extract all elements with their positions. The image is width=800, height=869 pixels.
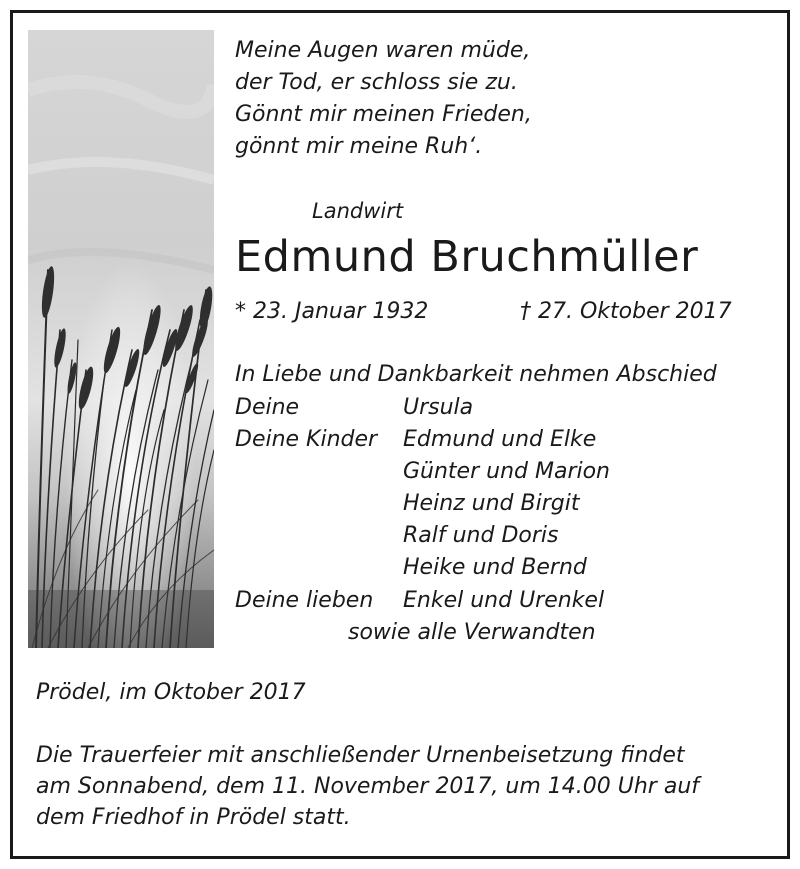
mourner-name: Günter und Marion — [403, 459, 611, 484]
poem — [235, 35, 532, 163]
reed-photo-svg — [28, 30, 214, 648]
funeral-info — [36, 740, 699, 833]
poem-line: Meine Augen waren müde, — [235, 38, 531, 63]
funeral-line: am Sonnabend, dem 11. November 2017, um 14.00 Uhr auf — [36, 774, 700, 799]
other-relatives: sowie alle Verwandten — [348, 620, 596, 645]
deceased-name: Edmund Bruchmüller — [235, 232, 699, 282]
reed-grass-photo-icon — [28, 30, 214, 648]
funeral-line: dem Friedhof in Prödel statt. — [36, 805, 351, 830]
funeral-line: Die Trauerfeier mit anschließender Urnenbeisetzung findet — [36, 743, 685, 768]
mourner-group-label: Deine lieben — [235, 588, 374, 613]
mourner-name: Heinz und Birgit — [403, 491, 580, 516]
poem-line: Gönnt mir meinen Frieden, — [235, 102, 532, 127]
mourner-name: Edmund und Elke — [403, 427, 597, 452]
mourner-group-label: Deine Kinder — [235, 427, 378, 452]
deceased-profession: Landwirt — [312, 199, 404, 223]
mourner-name: Ursula — [403, 395, 474, 420]
poem-line: der Tod, er schloss sie zu. — [235, 70, 518, 95]
birth-date: * 23. Januar 1932 — [235, 299, 429, 324]
mourner-group-label: Deine — [235, 395, 300, 420]
death-date: † 27. Oktober 2017 — [520, 299, 732, 324]
place-date: Prödel, im Oktober 2017 — [36, 680, 306, 705]
poem-line: gönnt mir meine Ruh‘. — [235, 134, 483, 159]
mourner-name: Enkel und Urenkel — [403, 588, 605, 613]
obituary-notice — [10, 10, 790, 859]
mourner-name: Heike und Bernd — [403, 555, 587, 580]
farewell-heading: In Liebe und Dankbarkeit nehmen Abschied — [235, 362, 717, 387]
mourner-name: Ralf und Doris — [403, 523, 559, 548]
